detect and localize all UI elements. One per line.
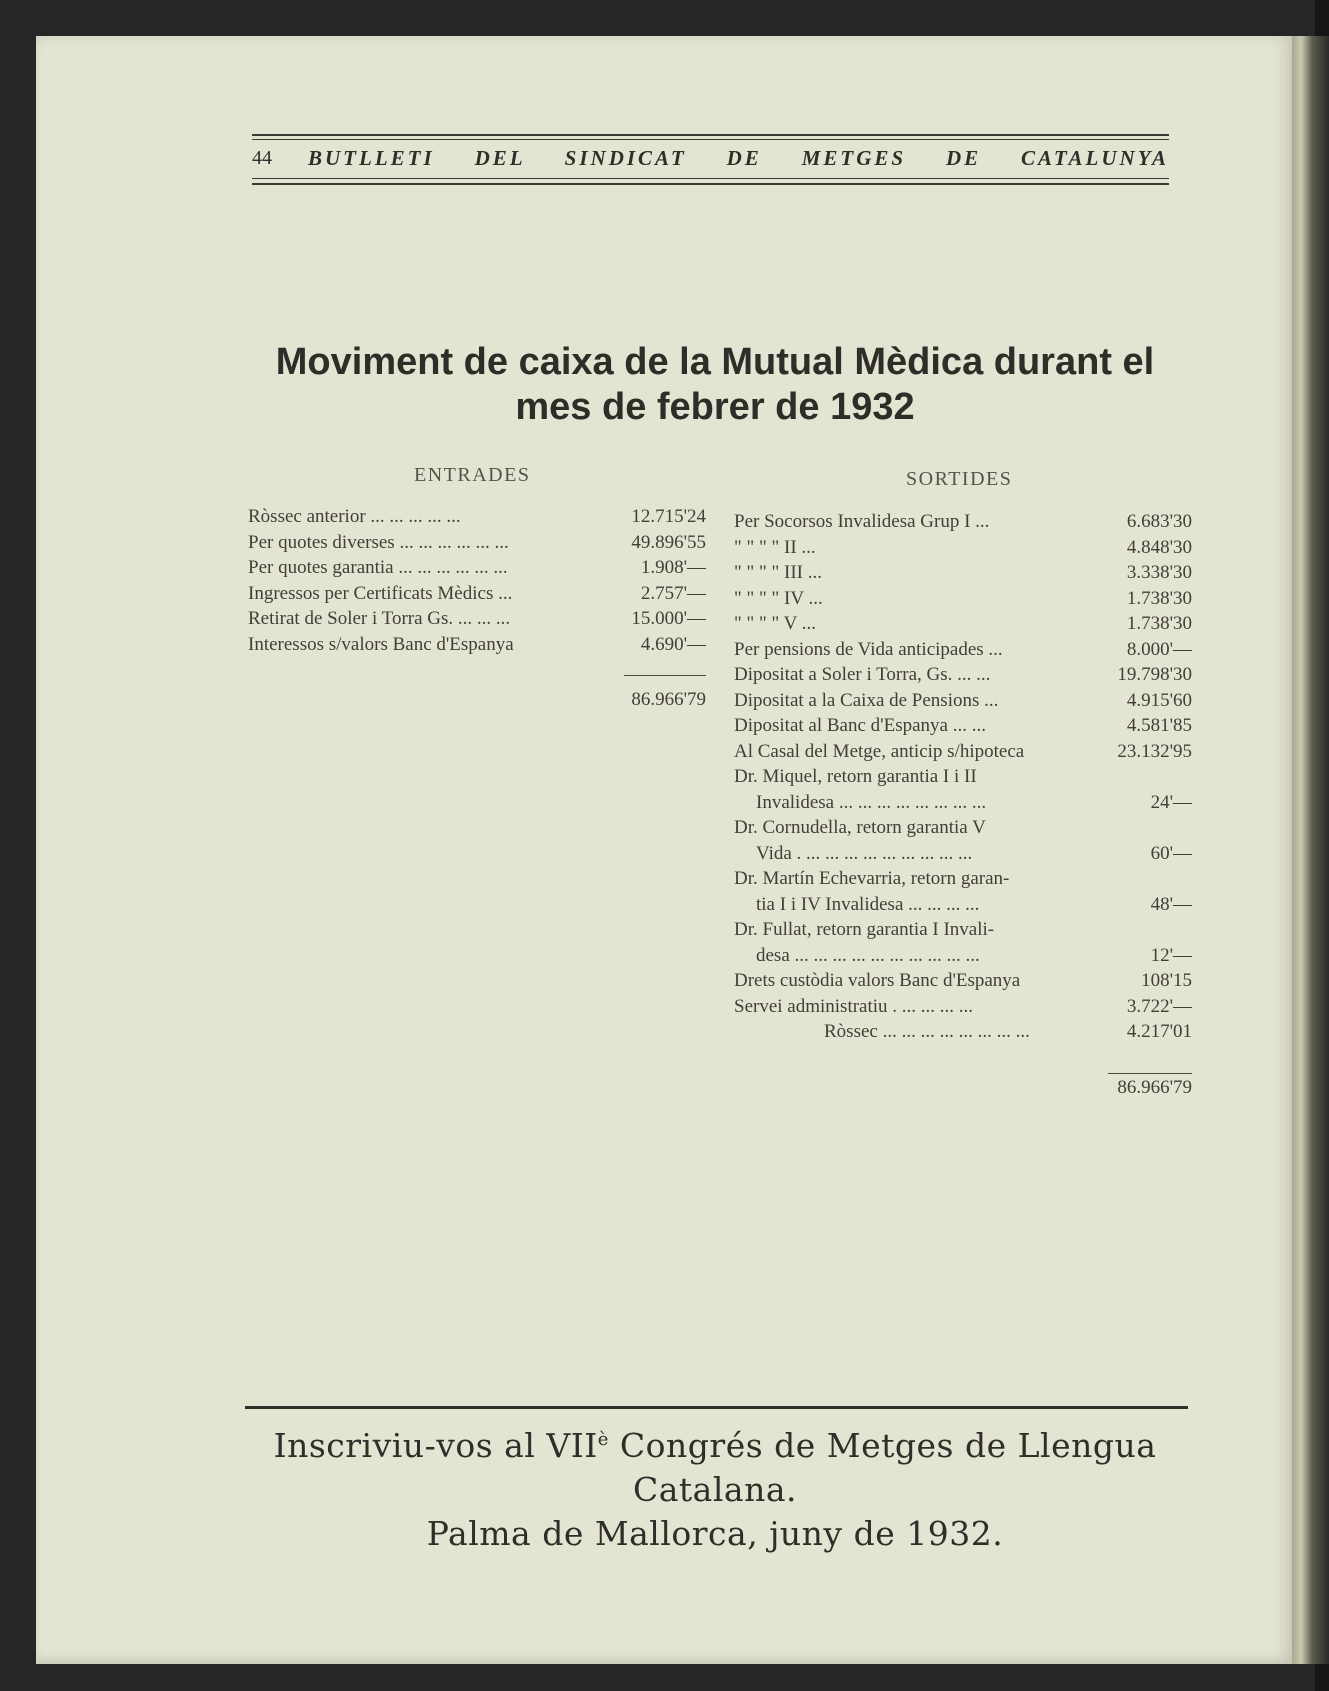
sortides-row-amount: 4.848'30 <box>1126 536 1192 558</box>
sortides-row-label: Al Casal del Metge, anticip s/hipoteca <box>734 740 1025 762</box>
sortides-row-label: Vida . ... ... ... ... ... ... ... ... ... <box>756 842 973 864</box>
sortides-row-amount: 60'— <box>1150 842 1192 864</box>
entrades-heading: ENTRADES <box>414 464 531 486</box>
sortides-row-amount: 1.738'30 <box>1126 613 1192 634</box>
sortides-row-label: Dr. Fullat, retorn garantia I Invali- <box>734 919 995 940</box>
sortides-row-amount: 3.338'30 <box>1126 562 1192 583</box>
sortides-row-amount: 23.132'95 <box>1117 740 1192 762</box>
entrades-row-label: Per quotes diverses ... ... ... ... ... ... <box>248 531 509 553</box>
sortides-total: 86.966'79 <box>1117 1077 1192 1098</box>
sortides-row-label: Ròssec ... ... ... ... ... ... ... ... <box>824 1021 1030 1042</box>
entrades-total: 86.966'79 <box>631 689 706 710</box>
page-title <box>230 340 1200 430</box>
entrades-row-label: Per quotes garantia ... ... ... ... ... ... <box>248 557 508 578</box>
entrades-row-amount: 15.000'— <box>631 608 706 629</box>
sortides-row-amount: 1.738'30 <box>1126 587 1192 609</box>
sortides-row-label: " " " " II ... <box>734 536 816 558</box>
entrades-row-amount: 49.896'55 <box>631 531 706 553</box>
page-number: 44 <box>252 146 272 169</box>
sortides-row-amount: 8.000'— <box>1126 638 1192 660</box>
sortides-row-label: Dr. Cornudella, retorn garantia V <box>734 817 986 838</box>
sortides-row-label: Dr. Miquel, retorn garantia I i II <box>734 766 977 787</box>
sortides-heading: SORTIDES <box>906 468 1013 490</box>
entrades-row-label: Ròssec anterior ... ... ... ... ... <box>248 506 461 527</box>
entrades-row-amount: 4.690'— <box>640 633 706 655</box>
sortides-row-label: Dipositat al Banc d'Espanya ... ... <box>734 715 986 736</box>
sortides-row-amount: 6.683'30 <box>1126 511 1192 532</box>
sortides-row-label: Dipositat a la Caixa de Pensions ... <box>734 689 999 711</box>
sortides-row-label: Servei administratiu . ... ... ... ... <box>734 995 974 1017</box>
entrades-total-rule <box>624 675 706 676</box>
entrades-row-amount: 2.757'— <box>640 582 706 604</box>
journal-title: BUTLLETI DEL SINDICAT DE METGES DE CATALUNYA <box>308 145 1169 170</box>
title-line-1: Moviment de caixa de la Mutual Mèdica durant el <box>275 341 1155 383</box>
sortides-row-amount: 4.217'01 <box>1126 1021 1192 1042</box>
sortides-row-label: Per Socorsos Invalidesa Grup I ... <box>734 511 990 532</box>
sortides-row-amount: 108'15 <box>1141 970 1192 991</box>
sortides-row-label: Drets custòdia valors Banc d'Espanya <box>734 970 1021 991</box>
congress-notice <box>200 1418 1230 1556</box>
header-rule-bottom <box>252 183 1169 185</box>
notice-line-2: Palma de Mallorca, juny de 1932. <box>426 1514 1004 1553</box>
running-header <box>252 143 1169 173</box>
sortides-row-amount: 48'— <box>1150 893 1192 915</box>
sortides-row-label: desa ... ... ... ... ... ... ... ... ... ... <box>756 944 980 966</box>
notice-rule <box>245 1406 1188 1409</box>
sortides-row-label: Dipositat a Soler i Torra, Gs. ... ... <box>734 664 991 685</box>
sortides-row-label: " " " " V ... <box>734 613 817 634</box>
sortides-row-label: " " " " III ... <box>734 562 823 583</box>
entrades-row-amount: 1.908'— <box>640 557 706 578</box>
entrades-row-label: Ingressos per Certificats Mèdics ... <box>248 582 513 604</box>
title-line-2: mes de febrer de 1932 <box>515 386 915 428</box>
sortides-row-amount: 24'— <box>1150 791 1192 813</box>
entrades-row-amount: 12.715'24 <box>631 506 706 527</box>
sortides-row-amount: 4.915'60 <box>1126 689 1192 711</box>
sortides-row-amount: 3.722'— <box>1126 995 1192 1017</box>
sortides-row-label: tia I i IV Invalidesa ... ... ... ... <box>756 893 980 915</box>
sortides-row-label: Per pensions de Vida anticipades ... <box>734 638 1003 660</box>
notice-line-1: Inscriviu-vos al $VII^è$ Congrés de Metges de Llengua Catalana. <box>273 1426 1157 1509</box>
header-rule-top <box>252 134 1169 136</box>
entrades-row-label: Interessos s/valors Banc d'Espanya <box>248 633 514 655</box>
page-edge-shadow <box>1292 36 1329 1664</box>
sortides-row-amount: 19.798'30 <box>1117 664 1192 685</box>
sortides-row-label: Dr. Martín Echevarria, retorn garan- <box>734 868 1010 889</box>
sortides-row-amount: 4.581'85 <box>1126 715 1192 736</box>
header-rule-top-thin <box>252 139 1169 140</box>
sortides-row-amount: 12'— <box>1150 944 1192 966</box>
sortides-row-label: " " " " IV ... <box>734 587 823 609</box>
header-rule-bottom-thin <box>252 178 1169 179</box>
sortides-total-rule <box>1108 1073 1192 1074</box>
entrades-row-label: Retirat de Soler i Torra Gs. ... ... ... <box>248 608 511 629</box>
sortides-row-label: Invalidesa ... ... ... ... ... ... ... ... <box>756 791 987 813</box>
